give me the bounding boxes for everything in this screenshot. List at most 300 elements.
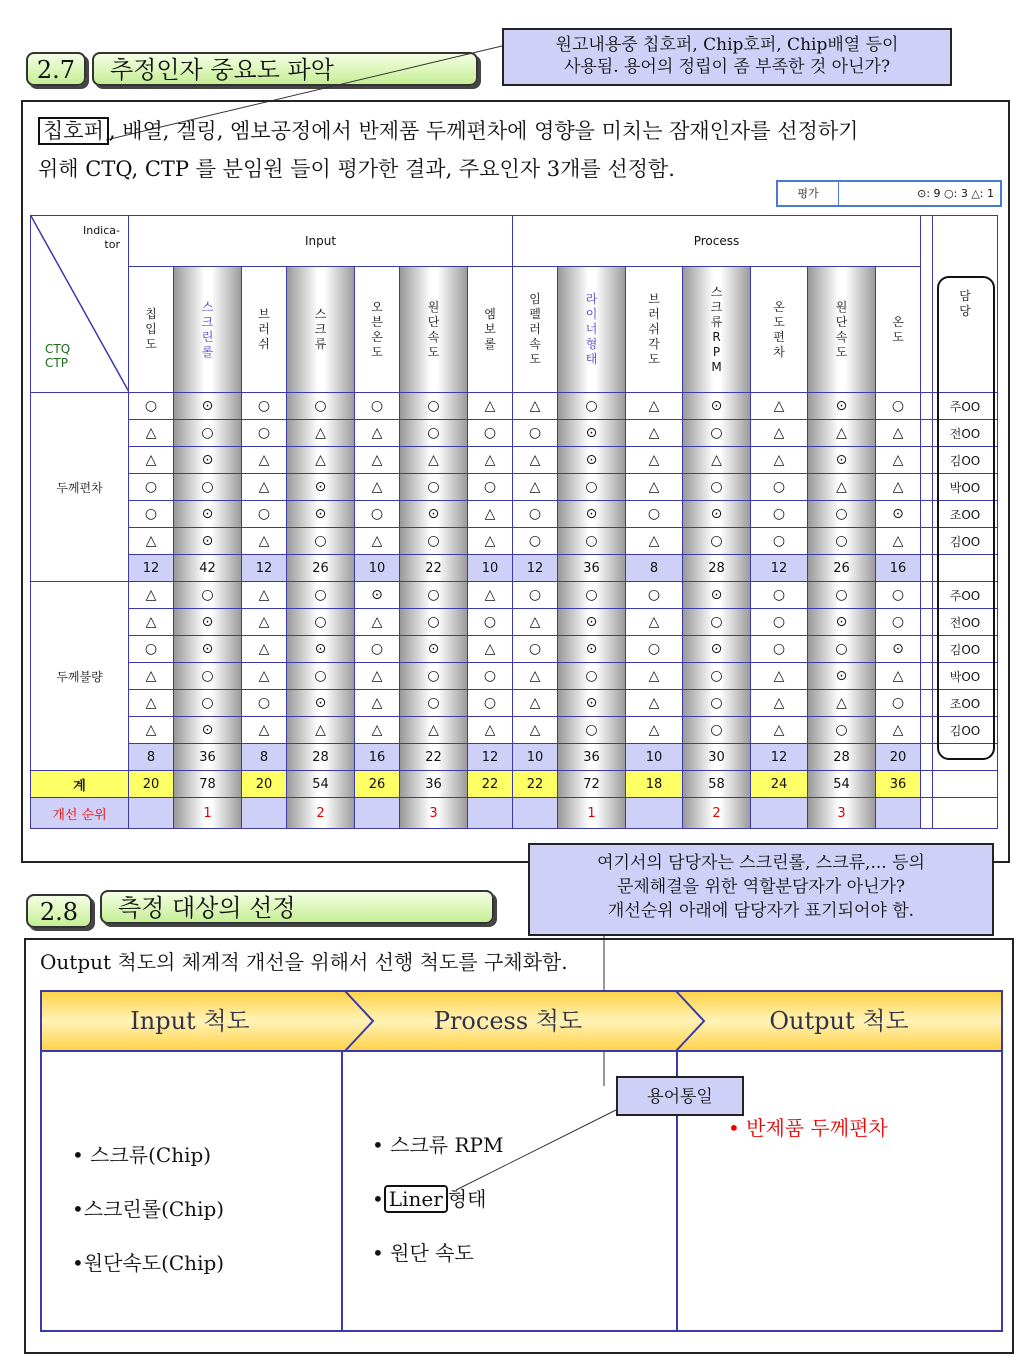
total-cell: 36 [400, 771, 468, 798]
corner-ctq-ctp: CTQ CTP [45, 342, 71, 370]
output-metric-header: Output 척도 [676, 992, 1002, 1050]
table-row [31, 501, 998, 528]
rating-cell: △ [400, 717, 468, 744]
rating-cell: △ [626, 447, 683, 474]
owner-cell: 전OO [933, 609, 998, 636]
subtotal-cell: 22 [400, 744, 468, 771]
rating-cell: △ [626, 393, 683, 420]
spacer-cell [921, 447, 933, 474]
rating-cell: ⊙ [808, 663, 876, 690]
rating-cell: ○ [558, 717, 626, 744]
subtotal-cell: 10 [355, 555, 400, 582]
spacer-cell [921, 663, 933, 690]
divider [341, 1050, 343, 1332]
total-cell: 54 [808, 771, 876, 798]
total-cell: 72 [558, 771, 626, 798]
subtotal-cell: 8 [129, 744, 174, 771]
rating-cell: △ [513, 663, 558, 690]
rating-cell: ⊙ [558, 636, 626, 663]
rating-cell: ○ [400, 582, 468, 609]
rank-cell [468, 798, 513, 829]
spacer-cell [921, 771, 933, 798]
owner-cell: 김OO [933, 717, 998, 744]
rating-cell: △ [683, 447, 751, 474]
rating-cell: △ [400, 447, 468, 474]
rating-cell: △ [355, 420, 400, 447]
rating-cell: △ [513, 447, 558, 474]
owner-cell: 박OO [933, 474, 998, 501]
owner-cell: 김OO [933, 636, 998, 663]
spacer-cell [921, 216, 933, 393]
rating-cell: ○ [626, 582, 683, 609]
subtotal-cell: 28 [683, 555, 751, 582]
rating-cell: △ [751, 663, 808, 690]
owner-cell: 조OO [933, 501, 998, 528]
table-row [31, 663, 998, 690]
rating-cell: △ [626, 663, 683, 690]
rating-cell: ○ [400, 663, 468, 690]
rating-cell: △ [242, 528, 287, 555]
rating-cell: ○ [355, 501, 400, 528]
rating-cell: △ [242, 474, 287, 501]
rating-cell: △ [468, 636, 513, 663]
rating-cell: △ [626, 474, 683, 501]
rating-cell: ○ [513, 528, 558, 555]
rating-cell: ○ [355, 393, 400, 420]
rating-cell: △ [808, 474, 876, 501]
rating-cell: ○ [468, 420, 513, 447]
process-metric-header: Process 척도 [340, 992, 676, 1050]
subtotal-cell: 8 [242, 744, 287, 771]
rating-cell: △ [468, 717, 513, 744]
rank-label: 개선 순위 [31, 798, 129, 829]
column-header: 엠 보 롤 [468, 267, 513, 393]
section-number: 2.7 [26, 52, 86, 86]
total-cell: 54 [287, 771, 355, 798]
rank-cell [751, 798, 808, 829]
rating-cell: △ [355, 690, 400, 717]
rank-cell [242, 798, 287, 829]
rating-cell: ⊙ [400, 636, 468, 663]
owner-cell [933, 555, 998, 582]
rating-cell: △ [129, 663, 174, 690]
rating-cell: ○ [242, 393, 287, 420]
legend-label: 평가 [778, 182, 839, 205]
rating-cell: ○ [174, 582, 242, 609]
rating-cell: ○ [876, 582, 921, 609]
rating-cell: △ [626, 690, 683, 717]
total-cell: 24 [751, 771, 808, 798]
subtotal-cell: 36 [558, 555, 626, 582]
subtotal-cell: 16 [355, 744, 400, 771]
rating-cell: ○ [808, 501, 876, 528]
spacer-cell [921, 690, 933, 717]
rating-cell: ⊙ [808, 447, 876, 474]
spacer-cell [921, 501, 933, 528]
rating-cell: ⊙ [876, 636, 921, 663]
list-item: • Liner 형태 [372, 1187, 487, 1211]
rating-cell: ⊙ [174, 501, 242, 528]
rating-cell: ○ [287, 582, 355, 609]
intro-line: , 배열, 겔링, 엠보공정에서 반제품 두께편차에 영향을 미치는 잠재인자를 선정하기 [108, 119, 859, 143]
rating-cell: ⊙ [287, 501, 355, 528]
rating-cell: ⊙ [808, 393, 876, 420]
rating-cell: ○ [683, 474, 751, 501]
rating-cell: ⊙ [683, 582, 751, 609]
rating-cell: ○ [751, 528, 808, 555]
owner-cell: 주OO [933, 393, 998, 420]
rating-cell: ○ [400, 609, 468, 636]
rank-cell: 3 [400, 798, 468, 829]
rating-cell: △ [355, 663, 400, 690]
rating-cell: ○ [468, 609, 513, 636]
rating-cell: ⊙ [174, 636, 242, 663]
rating-cell: ○ [683, 609, 751, 636]
rating-cell: △ [626, 528, 683, 555]
flow-arrows [40, 990, 1003, 1052]
list-item: • 원단 속도 [372, 1241, 474, 1265]
rating-cell: △ [287, 717, 355, 744]
corner-indicator: Indica- tor [82, 224, 120, 251]
rank-cell: 1 [174, 798, 242, 829]
rating-cell: ○ [287, 609, 355, 636]
rating-cell: ⊙ [287, 474, 355, 501]
spacer-cell [921, 474, 933, 501]
rating-cell: ○ [558, 474, 626, 501]
rating-cell: △ [751, 717, 808, 744]
rating-cell: △ [808, 690, 876, 717]
rating-cell: ○ [626, 636, 683, 663]
subtotal-cell: 12 [513, 555, 558, 582]
table-row [31, 636, 998, 663]
table-corner [31, 216, 129, 393]
rating-cell: △ [242, 717, 287, 744]
rating-cell: △ [129, 717, 174, 744]
column-header: 원 단 속 도 [808, 267, 876, 393]
rating-cell: ⊙ [287, 690, 355, 717]
rank-cell [513, 798, 558, 829]
total-cell: 22 [468, 771, 513, 798]
total-cell: 36 [876, 771, 921, 798]
rating-cell: △ [129, 609, 174, 636]
rank-cell [355, 798, 400, 829]
rating-cell: △ [355, 447, 400, 474]
table-row [31, 609, 998, 636]
rating-cell: △ [626, 717, 683, 744]
list-item: •스크린롤(Chip) [72, 1197, 225, 1221]
rating-cell: △ [242, 609, 287, 636]
subtotal-cell: 12 [751, 555, 808, 582]
note-line: 사용됨. 용어의 정립이 좀 부족한 것 아닌가? [563, 57, 891, 77]
table-row [31, 420, 998, 447]
column-header: 원 단 속 도 [400, 267, 468, 393]
list-item: •원단속도(Chip) [72, 1251, 225, 1275]
rating-cell: ○ [400, 690, 468, 717]
rating-cell: △ [129, 420, 174, 447]
rating-cell: ○ [400, 528, 468, 555]
spacer-cell [921, 744, 933, 771]
rating-cell: ○ [683, 690, 751, 717]
rating-cell: ⊙ [683, 501, 751, 528]
rating-cell: ⊙ [287, 636, 355, 663]
rating-cell: ⊙ [808, 609, 876, 636]
rating-cell: ○ [468, 690, 513, 717]
rating-cell: ○ [355, 636, 400, 663]
rating-cell: ○ [400, 420, 468, 447]
subtotal-cell: 10 [513, 744, 558, 771]
subtotal-cell: 28 [287, 744, 355, 771]
list-item: • 반제품 두께편차 [728, 1116, 888, 1140]
spacer-cell [921, 528, 933, 555]
subtotal-cell: 20 [876, 744, 921, 771]
table-row [31, 393, 998, 420]
rating-cell: ⊙ [558, 609, 626, 636]
total-cell: 20 [129, 771, 174, 798]
column-header: 스 크 류 [287, 267, 355, 393]
rating-cell: △ [876, 663, 921, 690]
total-label: 계 [31, 771, 129, 798]
rating-cell: △ [876, 717, 921, 744]
owner-cell [933, 771, 998, 798]
total-cell: 20 [242, 771, 287, 798]
rating-cell: △ [468, 501, 513, 528]
rating-cell: △ [468, 393, 513, 420]
rank-row [31, 798, 998, 829]
total-cell: 26 [355, 771, 400, 798]
rating-cell: △ [751, 393, 808, 420]
rating-cell: ⊙ [558, 501, 626, 528]
rating-cell: ○ [513, 636, 558, 663]
subtotal-cell: 10 [626, 744, 683, 771]
subtotal-row [31, 555, 998, 582]
rating-cell: ⊙ [174, 609, 242, 636]
rating-cell: △ [287, 420, 355, 447]
table-row [31, 717, 998, 744]
subtotal-row [31, 744, 998, 771]
rating-cell: ○ [751, 609, 808, 636]
rating-cell: ○ [626, 501, 683, 528]
rating-cell: △ [513, 474, 558, 501]
rating-cell: ○ [808, 582, 876, 609]
rating-cell: △ [513, 690, 558, 717]
rating-cell: ⊙ [558, 447, 626, 474]
column-header: 브 러 쉬 각 도 [626, 267, 683, 393]
owner-cell: 주OO [933, 582, 998, 609]
owner-cell: 조OO [933, 690, 998, 717]
owner-header: 담 당 [933, 216, 998, 393]
legend [776, 180, 1002, 207]
output-metric-list [728, 1112, 888, 1141]
rating-cell: ○ [468, 474, 513, 501]
rating-cell: ○ [876, 609, 921, 636]
rating-cell: ○ [513, 501, 558, 528]
owner-cell: 전OO [933, 420, 998, 447]
rating-cell: △ [876, 528, 921, 555]
rating-cell: ○ [174, 690, 242, 717]
subtotal-cell: 22 [400, 555, 468, 582]
spacer-cell [921, 393, 933, 420]
rating-cell: ○ [683, 528, 751, 555]
rating-cell: ○ [876, 690, 921, 717]
rating-cell: ○ [129, 393, 174, 420]
rating-cell: ○ [558, 393, 626, 420]
boxed-term: 칩호퍼 [38, 117, 109, 145]
rating-cell: △ [876, 420, 921, 447]
intro-text [38, 112, 998, 188]
subtotal-cell: 12 [468, 744, 513, 771]
process-group-header: Process [513, 216, 921, 267]
rating-cell: △ [355, 717, 400, 744]
rating-cell: ○ [242, 501, 287, 528]
spacer-cell [921, 798, 933, 829]
subtotal-cell: 26 [808, 555, 876, 582]
column-header: 브 러 쉬 [242, 267, 287, 393]
rating-cell: ○ [468, 663, 513, 690]
rating-cell: ⊙ [558, 690, 626, 717]
spacer-cell [921, 420, 933, 447]
section-title: 측정 대상의 선정 [100, 890, 494, 924]
rating-cell: △ [751, 447, 808, 474]
rating-cell: ○ [513, 420, 558, 447]
total-cell: 58 [683, 771, 751, 798]
group-label: 두께불량 [31, 582, 129, 771]
subtotal-cell: 12 [751, 744, 808, 771]
column-header: 온 도 편 차 [751, 267, 808, 393]
owner-cell: 박OO [933, 663, 998, 690]
note-line: 문제해결을 위한 역할분담자가 아닌가? [616, 877, 906, 897]
subtotal-cell: 16 [876, 555, 921, 582]
column-header: 칩 입 도 [129, 267, 174, 393]
rating-cell: ⊙ [355, 582, 400, 609]
rating-cell: ○ [558, 582, 626, 609]
rating-cell: ○ [129, 474, 174, 501]
rating-cell: ○ [242, 420, 287, 447]
subtotal-cell: 42 [174, 555, 242, 582]
rating-cell: △ [468, 582, 513, 609]
table-row [31, 474, 998, 501]
total-cell: 22 [513, 771, 558, 798]
rating-cell: ○ [287, 393, 355, 420]
intro-line: 위해 CTQ, CTP 를 분임원 들이 평가한 결과, 주요인자 3개를 선정함. [38, 157, 675, 181]
section-title: 추정인자 중요도 파악 [92, 52, 478, 86]
rating-cell: △ [513, 393, 558, 420]
rating-cell: ○ [808, 528, 876, 555]
rating-cell: ⊙ [174, 717, 242, 744]
rating-cell: ○ [751, 474, 808, 501]
total-cell: 18 [626, 771, 683, 798]
rating-cell: △ [242, 582, 287, 609]
subtotal-cell: 28 [808, 744, 876, 771]
rating-cell: ○ [558, 663, 626, 690]
subtotal-cell: 36 [558, 744, 626, 771]
column-header: 라 이 너 형 태 [558, 267, 626, 393]
column-header: 임 펠 러 속 도 [513, 267, 558, 393]
owner-cell: 김OO [933, 528, 998, 555]
legend-values: ⊙: 9 ○: 3 △: 1 [917, 187, 994, 200]
rating-cell: △ [513, 609, 558, 636]
ctq-ctp-table [30, 215, 998, 829]
subtotal-cell: 12 [129, 555, 174, 582]
input-metric-header: Input 척도 [40, 992, 340, 1050]
rating-cell: ○ [751, 636, 808, 663]
owner-cell [933, 798, 998, 829]
rank-cell [626, 798, 683, 829]
rating-cell: ⊙ [174, 447, 242, 474]
list-item: • 스크류(Chip) [72, 1143, 212, 1167]
note-line: 원고내용중 칩호퍼, Chip호퍼, Chip배열 등이 [555, 35, 899, 55]
subtotal-cell: 8 [626, 555, 683, 582]
list-item: • 스크류 RPM [372, 1133, 504, 1157]
subtotal-cell: 30 [683, 744, 751, 771]
rating-cell: ○ [513, 582, 558, 609]
rating-cell: △ [876, 474, 921, 501]
rating-cell: ○ [876, 393, 921, 420]
table-row [31, 690, 998, 717]
note-line: 여기서의 담당자는 스크린롤, 스크류,... 등의 [597, 853, 925, 873]
column-header: 오 븐 온 도 [355, 267, 400, 393]
rating-cell: ○ [400, 393, 468, 420]
total-cell: 78 [174, 771, 242, 798]
rating-cell: △ [751, 690, 808, 717]
owner-cell: 김OO [933, 447, 998, 474]
rating-cell: ⊙ [683, 636, 751, 663]
boxed-term: Liner [384, 1185, 448, 1213]
rating-cell: ⊙ [174, 393, 242, 420]
table-row [31, 528, 998, 555]
subtotal-cell: 26 [287, 555, 355, 582]
rating-cell: ○ [174, 474, 242, 501]
rating-cell: △ [242, 663, 287, 690]
intro-text: Output 척도의 체계적 개선을 위해서 선행 척도를 구체화함. [40, 950, 568, 974]
rating-cell: △ [468, 447, 513, 474]
rating-cell: △ [355, 609, 400, 636]
rating-cell: ○ [129, 636, 174, 663]
rating-cell: △ [129, 528, 174, 555]
rating-cell: ○ [808, 636, 876, 663]
rating-cell: △ [468, 528, 513, 555]
rating-cell: ○ [683, 663, 751, 690]
rating-cell: ⊙ [400, 501, 468, 528]
spacer-cell [921, 582, 933, 609]
process-metric-list [372, 1118, 503, 1280]
review-note [528, 843, 994, 936]
rating-cell: ○ [558, 528, 626, 555]
rating-cell: △ [129, 447, 174, 474]
rating-cell: ○ [174, 663, 242, 690]
rating-cell: ⊙ [876, 501, 921, 528]
rating-cell: ○ [683, 717, 751, 744]
rating-cell: ○ [287, 663, 355, 690]
rating-cell: ○ [400, 474, 468, 501]
rating-cell: ○ [174, 420, 242, 447]
rating-cell: △ [808, 420, 876, 447]
rank-cell: 2 [287, 798, 355, 829]
column-header: 온 도 [876, 267, 921, 393]
rating-cell: △ [355, 474, 400, 501]
group-label: 두께편차 [31, 393, 129, 582]
rating-cell: ○ [751, 582, 808, 609]
column-header: 스 크 류 R P M [683, 267, 751, 393]
rank-cell: 1 [558, 798, 626, 829]
rank-cell [129, 798, 174, 829]
rank-cell: 2 [683, 798, 751, 829]
input-metric-list [72, 1128, 224, 1290]
rating-cell: △ [129, 582, 174, 609]
total-row [31, 771, 998, 798]
rating-cell: △ [287, 447, 355, 474]
note-line: 개선순위 아래에 담당자가 표기되어야 함. [607, 901, 915, 921]
rating-cell: △ [355, 528, 400, 555]
